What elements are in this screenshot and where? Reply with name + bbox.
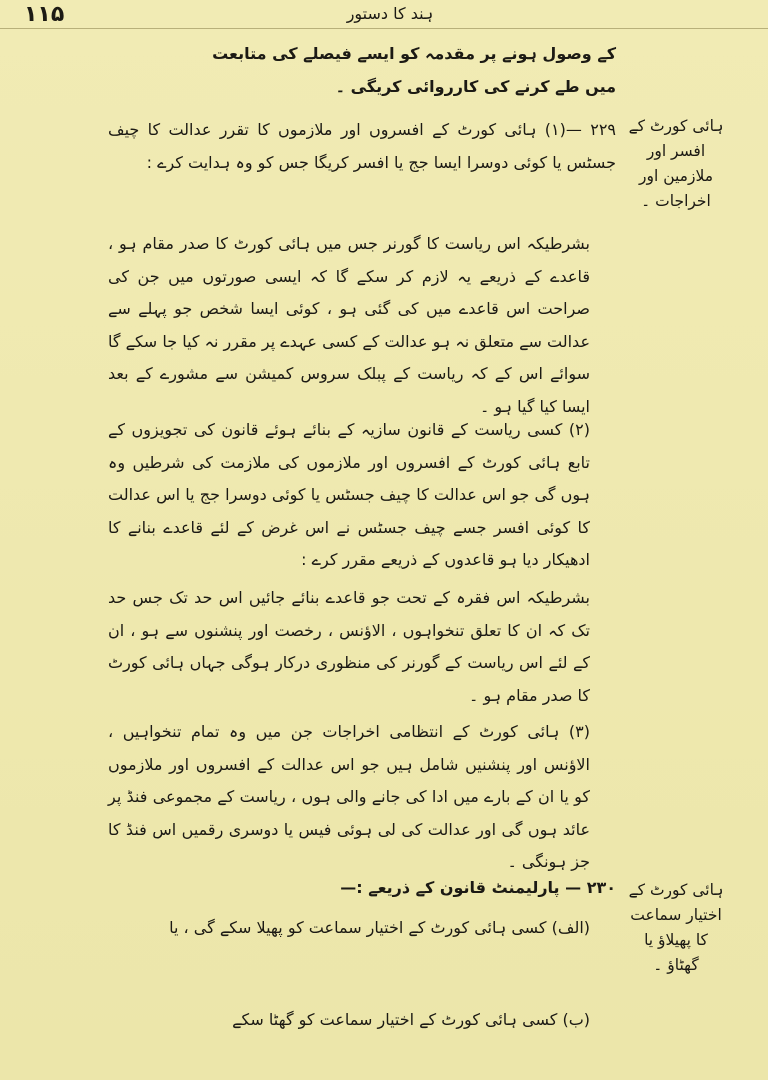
margin-note-229: ہائی کورٹ کے افسر اور ملازمین اور اخراجات ۔ bbox=[628, 117, 724, 210]
clause-230: ۲۳۰ — پارلیمنٹ قانون کے ذریعے :— bbox=[340, 878, 616, 897]
proviso-2-block bbox=[108, 582, 616, 712]
article-230-b-block bbox=[108, 1004, 616, 1037]
page-number: ۱۱۵ bbox=[24, 2, 65, 27]
intro-line-2: میں طے کرنے کی کارروائی کریگی ۔ bbox=[335, 76, 616, 96]
article-229-3 bbox=[108, 716, 616, 879]
article-229-1 bbox=[108, 114, 616, 179]
proviso-1-block bbox=[108, 228, 616, 423]
clause-230-b: (ب) کسی ہائی کورٹ کے اختیار سماعت کو گھٹا سکے bbox=[232, 1010, 590, 1029]
clause-229-1: ۲۲۹ —(۱) ہائی کورٹ کے افسروں اور ملازموں کا تقرر عدالت کا چیف جسٹس یا کوئی دوسرا ایسا جج یا افسر کریگا جس کو وہ ہدایت کرے : bbox=[108, 120, 617, 172]
running-header-title: ہند کا دستور bbox=[346, 4, 434, 23]
article-230-a-block bbox=[108, 912, 616, 945]
article-230 bbox=[108, 872, 616, 905]
proviso-229-2: بشرطیکہ اس فقرہ کے تحت جو قاعدے بنائے جائیں اس حد تک جس حد تک کہ ان کا تعلق تنخواہوں ، الاؤنس ، رخصت اور پنشنوں سے ہو ، ان کے لئے اس ریاست کے گورنر کی منظوری درکار ہوگی جہاں ہائی کورٹ کا صدر مقام ہو ۔ bbox=[108, 588, 590, 705]
intro-block bbox=[108, 38, 616, 103]
article-229-2 bbox=[108, 414, 616, 577]
margin-note-230: ہائی کورٹ کے اختیار سماعت کا پھیلاؤ یا گھٹاؤ ۔ bbox=[628, 881, 724, 974]
header-rule bbox=[0, 28, 768, 29]
clause-230-a: (الف) کسی ہائی کورٹ کے اختیار سماعت کو پھیلا سکے گی ، یا bbox=[169, 918, 590, 937]
clause-229-2: (۲) کسی ریاست کے قانون سازیہ کے بنائے ہوئے قانون کی تجویزوں کے تابع ہائی کورٹ کے افسروں اور ملازموں کی ملازمت کی شرطیں وہ ہوں گی جو اس عدالت کا چیف جسٹس یا کوئی دوسرا جج یا اس عدالت کا کوئی افسر جسے چیف جسٹس نے اس غرض کے لئے قاعدے بنانے کا ادھیکار دیا ہو قاعدوں کے ذریعے مقرر کرے : bbox=[108, 420, 590, 569]
proviso-229-1: بشرطیکہ اس ریاست کا گورنر جس میں ہائی کورٹ کا صدر مقام ہو ، قاعدے کے ذریعے یہ لازم کر سکے گا کہ ایسی صورتوں میں جن کی صراحت اس قاعدے میں کی گئی ہو ، کوئی ایسا شخص جو پہلے سے عدالت سے متعلق نہ ہو عدالت کے کسی عہدے پر مقرر نہ کیا جا سکے گا سوائے اس کے کہ ریاست کے پبلک سروس کمیشن سے مشورے کے بعد ایسا کیا گیا ہو ۔ bbox=[108, 234, 590, 416]
clause-229-3: (۳) ہائی کورٹ کے انتظامی اخراجات جن میں وہ تمام تنخواہیں ، الاؤنس اور پنشنیں شامل ہیں جو اس عدالت کے افسروں اور ملازموں کو یا ان کے بارے میں ادا کی جانے والی ہوں ، ریاست کے مجموعی فنڈ پر عائد ہوں گی اور عدالت کی لی ہوئی فیس یا دوسری رقمیں اس فنڈ کا جز ہونگی ۔ bbox=[108, 722, 590, 871]
intro-line-1: کے وصول ہونے پر مقدمہ کو ایسے فیصلے کی متابعت bbox=[212, 44, 616, 63]
